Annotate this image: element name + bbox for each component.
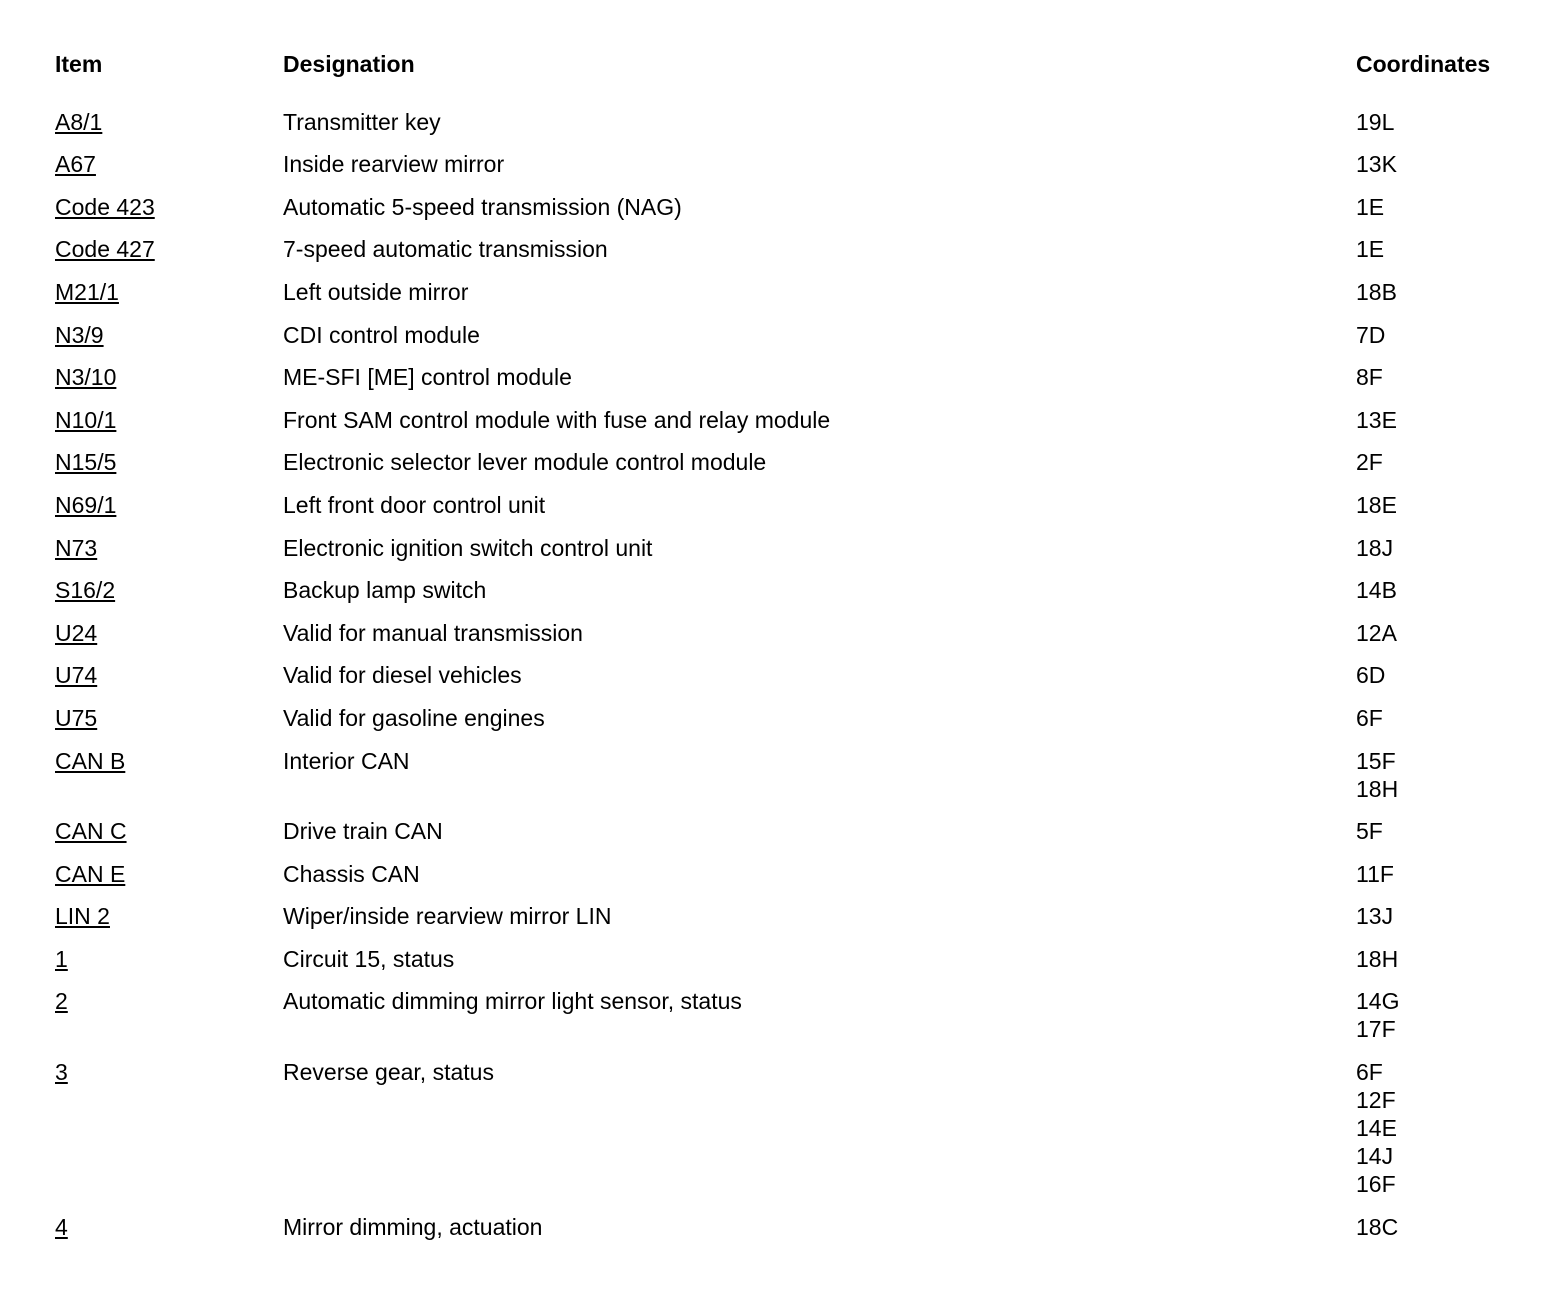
table-row [55, 150, 1535, 178]
coordinate-value: 18C [1356, 1213, 1399, 1240]
coordinate-value: 5F [1356, 818, 1383, 845]
coordinate-value: 18H [1356, 775, 1399, 802]
item-link[interactable]: S16/2 [55, 577, 116, 604]
coordinate-value: 13K [1356, 151, 1397, 178]
table-row [55, 534, 1535, 562]
coordinates-cell [1356, 406, 1535, 434]
table-row [55, 235, 1535, 263]
item-link[interactable]: N3/9 [55, 321, 104, 348]
item-cell [55, 704, 283, 732]
item-link[interactable]: N10/1 [55, 406, 117, 433]
designation-cell: Valid for diesel vehicles [283, 662, 522, 689]
designation-cell: Backup lamp switch [283, 577, 487, 604]
item-cell [55, 987, 283, 1015]
item-cell [55, 108, 283, 136]
table-row [55, 363, 1535, 391]
coordinates-cell [1356, 661, 1535, 689]
coordinates-cell [1356, 987, 1535, 1043]
coordinates-cell [1356, 576, 1535, 604]
table-row [55, 491, 1535, 519]
table-row [55, 406, 1535, 434]
designation-cell: Valid for gasoline engines [283, 704, 545, 731]
coordinate-value: 12A [1356, 619, 1397, 646]
item-link[interactable]: 4 [55, 1213, 68, 1240]
coordinate-value: 6F [1356, 704, 1383, 731]
coordinate-value: 14J [1356, 1143, 1394, 1170]
table-row [55, 321, 1535, 349]
coordinates-cell [1356, 278, 1535, 306]
designation-cell: CDI control module [283, 321, 480, 348]
coordinate-value: 18B [1356, 278, 1397, 305]
table-header [55, 50, 1535, 93]
coordinates-cell [1356, 193, 1535, 221]
designation-cell: Chassis CAN [283, 860, 420, 887]
coordinate-value: 11F [1356, 860, 1394, 887]
coordinates-cell [1356, 363, 1535, 391]
table-row [55, 817, 1535, 845]
header-coordinates: Coordinates [1356, 51, 1491, 77]
item-cell [55, 945, 283, 973]
item-link[interactable]: CAN E [55, 860, 126, 887]
coordinate-value: 14B [1356, 577, 1397, 604]
table-row [55, 619, 1535, 647]
item-cell [55, 534, 283, 562]
table-row [55, 1058, 1535, 1198]
coordinate-value: 16F [1356, 1171, 1396, 1198]
coordinate-value: 17F [1356, 1016, 1396, 1043]
table-row [55, 661, 1535, 689]
coordinate-value: 6F [1356, 1059, 1383, 1086]
item-cell [55, 902, 283, 930]
item-cell [55, 193, 283, 221]
item-link[interactable]: 2 [55, 988, 68, 1015]
item-cell [55, 278, 283, 306]
coordinate-value: 6D [1356, 662, 1386, 689]
item-link[interactable]: 1 [55, 945, 68, 972]
item-link[interactable]: N73 [55, 534, 98, 561]
item-cell [55, 860, 283, 888]
item-cell [55, 321, 283, 349]
table-row [55, 747, 1535, 803]
coordinate-value: 7D [1356, 321, 1386, 348]
table-row [55, 193, 1535, 221]
table-row [55, 278, 1535, 306]
item-link[interactable]: A67 [55, 151, 96, 178]
coordinate-value: 8F [1356, 364, 1383, 391]
coordinates-cell [1356, 902, 1535, 930]
item-link[interactable]: U24 [55, 619, 98, 646]
designation-cell: Inside rearview mirror [283, 151, 505, 178]
coordinates-cell [1356, 704, 1535, 732]
item-link[interactable]: U74 [55, 662, 98, 689]
coordinates-cell [1356, 150, 1535, 178]
item-link[interactable]: Code 423 [55, 193, 155, 220]
item-link[interactable]: N15/5 [55, 449, 117, 476]
table-row [55, 448, 1535, 476]
designation-cell: Wiper/inside rearview mirror LIN [283, 903, 612, 930]
item-link[interactable]: CAN C [55, 818, 127, 845]
item-cell [55, 619, 283, 647]
item-cell [55, 406, 283, 434]
designation-cell: Circuit 15, status [283, 945, 455, 972]
item-cell [55, 448, 283, 476]
designation-cell: Left outside mirror [283, 278, 469, 305]
coordinate-value: 18H [1356, 945, 1399, 972]
item-cell [55, 235, 283, 263]
coordinates-cell [1356, 747, 1535, 803]
item-cell [55, 661, 283, 689]
coordinates-cell [1356, 108, 1535, 136]
coordinate-value: 19L [1356, 108, 1395, 135]
designation-cell: Automatic dimming mirror light sensor, status [283, 988, 742, 1015]
table-row [55, 1213, 1535, 1241]
coordinates-cell [1356, 860, 1535, 888]
designation-cell: Front SAM control module with fuse and relay module [283, 406, 831, 433]
coordinate-value: 1E [1356, 236, 1385, 263]
item-cell [55, 363, 283, 391]
coordinates-cell [1356, 534, 1535, 562]
coordinate-value: 2F [1356, 449, 1383, 476]
designation-cell: Automatic 5-speed transmission (NAG) [283, 193, 682, 220]
table-row [55, 945, 1535, 973]
table-row [55, 704, 1535, 732]
item-link[interactable]: M21/1 [55, 278, 119, 305]
table-row [55, 902, 1535, 930]
coordinate-value: 12F [1356, 1087, 1396, 1114]
table-body [55, 108, 1535, 1241]
coordinate-value: 1E [1356, 193, 1385, 220]
item-cell [55, 491, 283, 519]
coordinates-cell [1356, 619, 1535, 647]
designation-cell: Electronic selector lever module control module [283, 449, 767, 476]
item-link[interactable]: U75 [55, 704, 98, 731]
table-row [55, 108, 1535, 136]
item-link[interactable]: 3 [55, 1059, 68, 1086]
header-item: Item [55, 51, 103, 77]
coordinate-value: 14E [1356, 1115, 1397, 1142]
coordinates-cell [1356, 448, 1535, 476]
item-link[interactable]: CAN B [55, 747, 126, 774]
item-link[interactable]: A8/1 [55, 108, 103, 135]
designation-cell: Electronic ignition switch control unit [283, 534, 653, 561]
item-cell [55, 817, 283, 845]
designation-cell: Mirror dimming, actuation [283, 1213, 543, 1240]
item-cell [55, 1058, 283, 1086]
coordinates-cell [1356, 945, 1535, 973]
table-row [55, 860, 1535, 888]
item-cell [55, 576, 283, 604]
designation-cell: Interior CAN [283, 747, 410, 774]
designation-cell: Left front door control unit [283, 491, 546, 518]
designation-cell: Drive train CAN [283, 818, 443, 845]
item-link[interactable]: N69/1 [55, 491, 117, 518]
coordinates-cell [1356, 321, 1535, 349]
coordinates-cell [1356, 817, 1535, 845]
designation-cell: Transmitter key [283, 108, 441, 135]
coordinate-value: 13J [1356, 903, 1394, 930]
designation-cell: Valid for manual transmission [283, 619, 583, 646]
item-link[interactable]: N3/10 [55, 364, 117, 391]
coordinate-value: 15F [1356, 747, 1396, 774]
designation-cell: 7-speed automatic transmission [283, 236, 608, 263]
coordinate-value: 14G [1356, 988, 1400, 1015]
item-cell [55, 150, 283, 178]
item-cell [55, 747, 283, 775]
table-row [55, 987, 1535, 1043]
coordinates-cell [1356, 235, 1535, 263]
designation-cell: ME-SFI [ME] control module [283, 364, 572, 391]
coordinate-value: 13E [1356, 406, 1397, 433]
item-cell [55, 1213, 283, 1241]
item-link[interactable]: LIN 2 [55, 903, 110, 930]
coordinate-value: 18E [1356, 491, 1397, 518]
coordinates-cell [1356, 1213, 1535, 1241]
table-row [55, 576, 1535, 604]
item-link[interactable]: Code 427 [55, 236, 155, 263]
coordinate-value: 18J [1356, 534, 1394, 561]
coordinates-cell [1356, 491, 1535, 519]
header-designation: Designation [283, 51, 415, 77]
legend-table [55, 50, 1535, 1241]
designation-cell: Reverse gear, status [283, 1059, 494, 1086]
coordinates-cell [1356, 1058, 1535, 1198]
